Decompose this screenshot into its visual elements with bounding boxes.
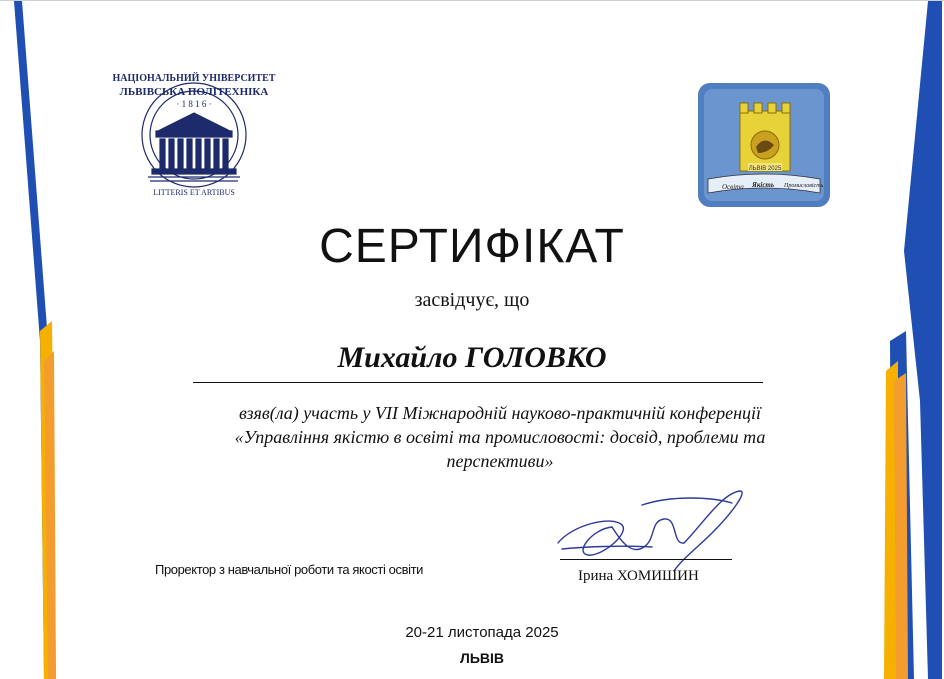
left-decorative-stripe xyxy=(0,1,60,679)
name-underline xyxy=(193,382,763,383)
logo-arc-text: НАЦІОНАЛЬНИЙ УНІВЕРСИТЕТ xyxy=(112,73,276,84)
svg-text:LITTERIS ET ARTIBUS: LITTERIS ET ARTIBUS xyxy=(153,188,235,197)
lviv-polytechnic-logo xyxy=(108,55,280,203)
svg-text:Якість: Якість xyxy=(752,181,775,189)
event-city: ЛЬВІВ xyxy=(460,650,504,666)
body-line-3: перспективи» xyxy=(446,451,554,471)
event-date: 20-21 листопада 2025 xyxy=(405,624,559,641)
svg-text:ЛЬВІВ 2025: ЛЬВІВ 2025 xyxy=(748,166,782,172)
certificate-subtitle: засвідчує, що xyxy=(414,289,530,311)
body-line-2: «Управління якістю в освіті та промисловості: досвід, проблеми та xyxy=(234,427,766,447)
svg-text:· 1 8 1 6 ·: · 1 8 1 6 · xyxy=(176,99,212,109)
signer-role: Проректор з навчальної роботи та якості освіти xyxy=(155,562,424,577)
lviv-emblem-logo xyxy=(698,83,830,207)
body-line-1: взяв(ла) участь у VII Міжнародній науково-практичній конференції xyxy=(238,403,762,423)
svg-text:Освіта: Освіта xyxy=(722,183,744,191)
svg-text:Промисловість: Промисловість xyxy=(784,183,824,189)
certificate-body xyxy=(150,401,850,473)
certificate-title: СЕРТИФІКАТ xyxy=(319,220,625,273)
handwritten-signature xyxy=(552,485,752,575)
svg-text:ЛЬВІВСЬКА ПОЛІТЕХНІКА: ЛЬВІВСЬКА ПОЛІТЕХНІКА xyxy=(119,86,269,98)
signature-line xyxy=(560,559,732,560)
right-decorative-stripe xyxy=(884,1,944,679)
recipient-name: Михайло ГОЛОВКО xyxy=(337,341,607,374)
signer-name: Ірина ХОМИШИН xyxy=(578,568,699,584)
